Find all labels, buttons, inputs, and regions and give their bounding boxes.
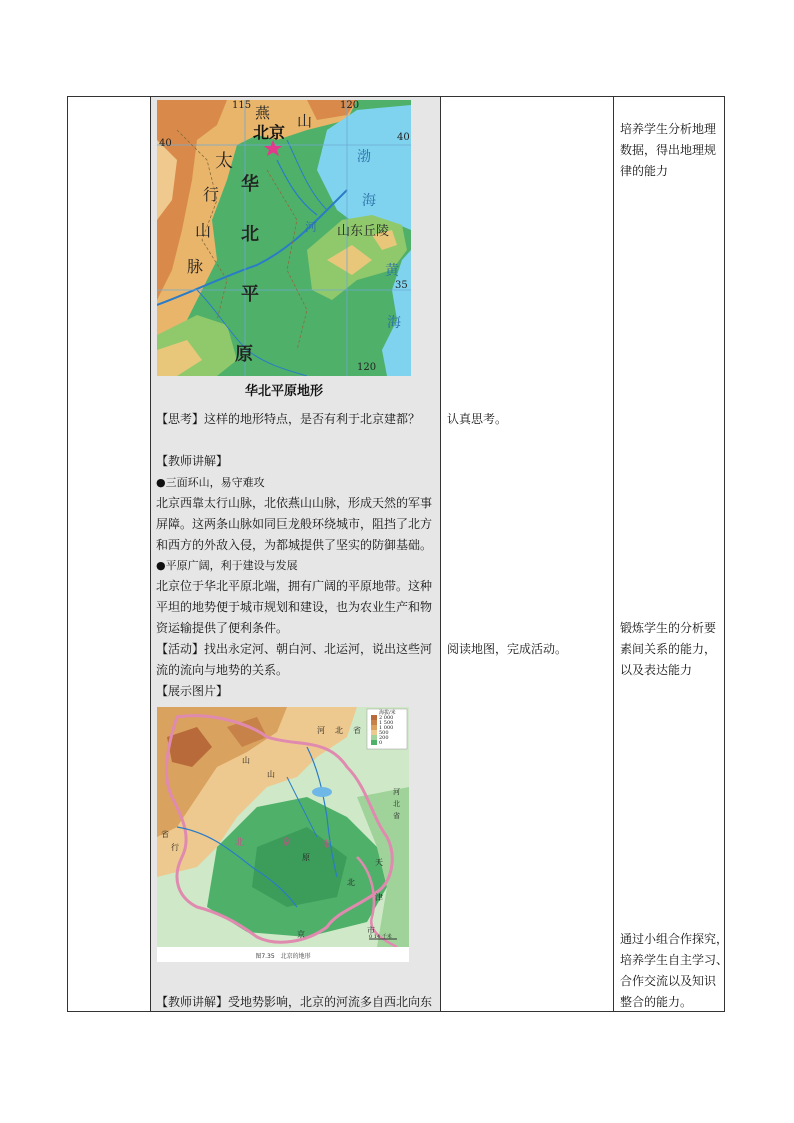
- label-40-right: 40: [397, 132, 410, 143]
- label-bohai-bo: 渤: [357, 149, 371, 165]
- label-sheng-west: 省: [161, 830, 169, 839]
- paragraph-1-line-1: 北京西靠太行山脉，北依燕山山脉，形成天然的军事: [156, 496, 433, 510]
- label-120-bottom: 120: [357, 362, 377, 373]
- label-bei: 北: [241, 224, 259, 245]
- goal-2-line-2: 素间关系的能力，: [620, 642, 717, 656]
- label-shan-north: 山: [297, 112, 313, 130]
- label-beijing: 北京: [253, 123, 286, 142]
- teacher-explain-heading: 【教师讲解】: [156, 454, 229, 468]
- label-hai2: 海: [387, 315, 401, 331]
- bullet-three-mountains: ●三面环山，易守难攻: [156, 476, 265, 489]
- column-divider-3: [613, 97, 614, 1011]
- bullet-wide-plain: ●平原广阔，利于建设与发展: [156, 559, 298, 572]
- label-hebei-he: 河: [317, 726, 325, 735]
- beijing-terrain-map: [157, 707, 409, 962]
- label-115: 115: [232, 100, 252, 111]
- paragraph-2-line-3: 资运输提供了便利条件。: [156, 621, 289, 635]
- north-china-plain-map: [157, 100, 411, 376]
- map1-caption: 华北平原地形: [244, 384, 323, 399]
- legend-title: 海拔/米: [379, 710, 396, 716]
- label-jin: 津: [375, 893, 383, 902]
- legend-value-1000: 1 000: [379, 725, 394, 731]
- think-question: 【思考】这样的地形特点，是否有利于北京建都？: [156, 412, 421, 426]
- paragraph-1-line-3: 和西方的外敌入侵，为都城提供了坚实的防御基础。: [156, 538, 433, 552]
- goal-1-line-3: 律的能力: [620, 164, 669, 178]
- goal-1-line-1: 培养学生分析地理: [620, 122, 717, 136]
- label-beijing-shi: 市: [322, 840, 332, 850]
- goal-2-line-1: 锻炼学生的分析要: [620, 621, 717, 635]
- legend-value-2000: 2 000: [379, 715, 394, 721]
- label-40-left: 40: [159, 138, 172, 149]
- label-shan-west: 山: [195, 221, 212, 240]
- activity-line-2: 流的流向与地势的关系。: [156, 663, 289, 677]
- paragraph-2-line-2: 平坦的地势便于城市规划和建设，也为农业生产和物: [156, 600, 433, 614]
- label-mai: 脉: [187, 257, 204, 276]
- legend-value-500: 500: [379, 730, 389, 736]
- label-he: 河: [305, 220, 318, 234]
- label-jing-south: 京: [297, 930, 305, 939]
- student-activity-1: 认真思考。: [447, 412, 508, 426]
- student-activity-2: 阅读地图，完成活动。: [447, 642, 568, 656]
- label-yuan-plain: 原: [302, 853, 310, 862]
- label-beijing-jing: 京: [282, 838, 292, 848]
- goal-3-line-3: 合作交流以及知识: [620, 974, 717, 988]
- label-huang: 黄: [385, 263, 399, 279]
- legend-value-0: 0: [379, 740, 383, 746]
- column-divider-2: [440, 97, 441, 1011]
- label-bohai-hai: 海: [362, 193, 376, 209]
- label-yuan: 原: [235, 344, 253, 365]
- goal-1-line-2: 数据，得出地理规: [620, 143, 717, 157]
- label-shan-2: 山: [267, 770, 275, 779]
- label-hebei-right-sheng: 省: [393, 812, 400, 820]
- label-120: 120: [340, 100, 360, 111]
- label-shandong: 山东丘陵: [337, 224, 390, 239]
- goal-3-line-2: 培养学生自主学习、: [620, 953, 729, 967]
- column-divider-1: [150, 97, 151, 1011]
- paragraph-2-line-1: 北京位于华北平原北端，拥有广阔的平原地带。这种: [156, 579, 433, 593]
- goal-3-line-1: 通过小组合作探究，: [620, 932, 729, 946]
- scale-bar-label: 0 14 千米: [369, 934, 392, 940]
- label-xing: 行: [171, 843, 179, 852]
- map2-figure-caption: 图7.35 北京的地形: [255, 953, 311, 960]
- label-hebei-sheng: 省: [353, 726, 361, 735]
- goal-2-line-3: 以及表达能力: [620, 663, 693, 677]
- label-hua: 华: [241, 174, 259, 195]
- legend-value-1500: 1 500: [379, 720, 394, 726]
- goal-3-line-4: 整合的能力。: [620, 995, 693, 1009]
- legend-value-200: 200: [379, 735, 389, 741]
- paragraph-1-line-2: 屏障。这两条山脉如同巨龙般环绕城市，阻挡了北方: [156, 517, 433, 531]
- label-yan: 燕: [255, 104, 271, 122]
- label-hebei-right-bei: 北: [393, 800, 400, 808]
- label-shi-south: 市: [367, 926, 375, 935]
- label-hebei-bei: 北: [335, 726, 343, 735]
- label-ping: 平: [241, 284, 259, 305]
- label-tai: 太: [215, 151, 233, 172]
- show-picture-heading: 【展示图片】: [156, 684, 229, 698]
- label-hang: 行: [203, 185, 220, 204]
- teacher-explain-2: 【教师讲解】受地势影响，北京的河流多自西北向东: [156, 995, 433, 1009]
- label-35: 35: [395, 280, 408, 291]
- label-beijing-bei: 北: [235, 838, 245, 848]
- activity-line-1: 【活动】找出永定河、朝白河、北运河，说出这些河: [156, 642, 433, 656]
- label-tian: 天: [375, 858, 383, 867]
- label-yan-shan: 山: [242, 756, 250, 765]
- label-hebei-right-he: 河: [393, 788, 400, 796]
- label-bei-south: 北: [347, 878, 355, 887]
